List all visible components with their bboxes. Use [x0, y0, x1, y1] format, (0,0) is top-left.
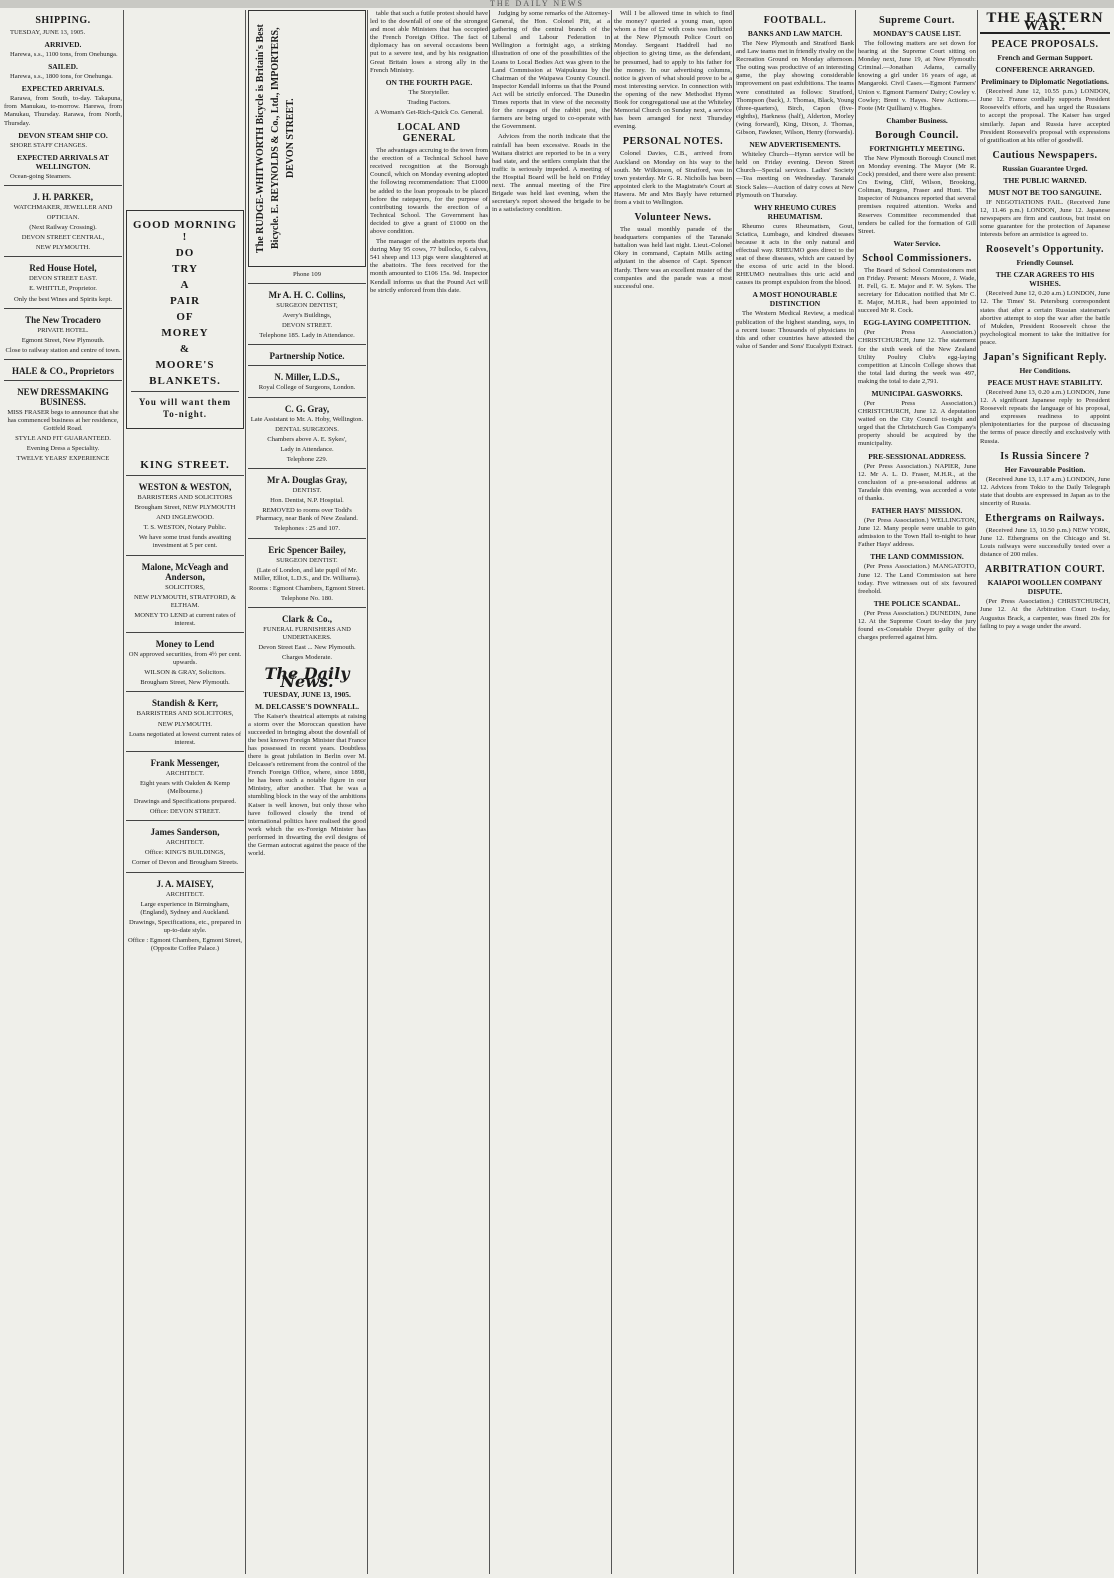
- volunteer-news-text: The usual monthly parade of the headquarters companies of the Taranaki battalion was held last night. Lieut.-Colonel Okey in command, Captain Mills acting adjutant in the absence of Capt. Spencer Hardy. There was an excellent muster of the companies and the parade was a most successful one.: [614, 226, 732, 290]
- want-them-text: You will want them To-night.: [138, 397, 232, 419]
- ad-line: Rooms : Egmont Chambers, Egmont Street.: [249, 584, 365, 592]
- war-section-subheading: Russian Guarantee Urged.: [1002, 163, 1088, 173]
- fourth-page-item: The Storyteller.: [408, 88, 450, 96]
- war-section-heading: Japan's Significant Reply.: [983, 351, 1107, 363]
- ad-title: Frank Messenger,: [150, 757, 220, 768]
- editorial-title: M. DELCASSE'S DOWNFALL.: [254, 701, 360, 711]
- war-section-heading: PEACE PROPOSALS.: [991, 39, 1099, 51]
- eastern-war-title: THE EASTERN WAR.: [980, 14, 1110, 34]
- commissioners-text: The Board of School Commissioners met on Friday. Present: Messrs Moore, J. Wade, H. Fell, G. E. Major and F. W. Sykes. The secretary for Education notified that Mr C. E. Major, M.H.R., had been appointed to succeed Mr R. Cock.: [858, 266, 976, 315]
- ad-title: J. A. MAISEY,: [156, 878, 214, 889]
- court-subheading: MONDAY'S CAUSE LIST.: [873, 29, 961, 38]
- shipping-sections: [4, 40, 122, 181]
- ad-line: Office: KING'S BUILDINGS,: [144, 849, 226, 857]
- ad-line: Evening Dress a Speciality.: [26, 445, 100, 453]
- local-general-more: The manager of the abattoirs reports that during May 95 cows, 77 bullocks, 6 calves, 541 sheep and 113 pigs were slaughtered at the abattoirs. The fees received for the month amounted to £106 15s. 9d. Inspector Kendall informs us that the Pound Act will be strictly enforced from this date.: [370, 238, 488, 294]
- ad-line: MONEY TO LEND at current rates of interest.: [134, 611, 236, 627]
- war-section-heading: ARBITRATION COURT.: [985, 564, 1105, 576]
- shipping-section-title: DEVON STEAM SHIP CO.: [18, 130, 108, 140]
- volunteer-news-heading: Volunteer News.: [634, 212, 712, 224]
- ad-line: NEW PLYMOUTH, STRATFORD, & ELTHAM.: [134, 593, 236, 609]
- ad-line: Drawings, Specifications, etc., prepared in up-to-date style.: [128, 918, 242, 934]
- ad-line: Brougham Street, NEW PLYMOUTH: [134, 504, 236, 512]
- ad-title: Standish & Kerr,: [152, 698, 218, 709]
- war-section-subheading: MUST NOT BE TOO SANGUINE.: [988, 187, 1102, 197]
- ad-line: REMOVED to rooms over Todd's Pharmacy, near Bank of New Zealand.: [256, 507, 358, 523]
- war-section-heading: Cautious Newspapers.: [992, 149, 1098, 161]
- fourth-page-item: Trading Factors.: [407, 98, 451, 106]
- war-section-text: (Received June 12, 10.55 p.m.) LONDON, June 12. France cordially supports President Roosevelt's efforts, and has urged the Russians to accept the proposal. The Kaiser has urged similarly. Japan and Russia have accepted President Roosevelt's proposal with expressions of gratification at his offer of goodwill.: [980, 88, 1110, 144]
- ad-title: Mr A. Douglas Gray,: [266, 475, 348, 486]
- column-supreme-court: [858, 10, 976, 1574]
- ad-line: Egmont Street, New Plymouth.: [21, 336, 105, 344]
- local-general-heading: LOCAL AND GENERAL: [397, 122, 461, 145]
- court-story-text: Will I be allowed time in which to find the money? queried a young man, upon whom a fine of £2 with costs was inflicted at the New Plymouth Police Court on Monday. Sergeant Haddrell had no objection to giving time, as the defendant, he presumed, had to apply to his father for the money. In our advertising columns, notice is given of what should prove to be a most interesting service. In connection with the opening of the new Methodist Hymn Book for congregational use at the Whiteley Memorial Church on Sunday next, a service has been arranged for next Thursday evening.: [614, 10, 732, 131]
- ad-line: MISS FRASER begs to announce that she has commenced business at her residence, Gottfeld Road.: [7, 408, 119, 433]
- editorial-text: The Kaiser's theatrical attempts at raising a storm over the Moroccan question have succeeded in bringing about the downfall of the best known Foreign Minister that France has possessed in recent years. Doubtless there is great jubilation in Berlin over M. Delcasse's retirement from the control of the French Foreign Office, where, since 1898, he has been such a notable figure in our Ministry, after another. That he was a stumbling block in the way of the ambitions Kaiser is well known, but only those who have followed closely the trend of international politics have realised the good work which the ex-Foreign Minister has performed in thwarting the evil designs of the German autocrat against the peace of the world.: [248, 712, 366, 858]
- war-section-text: (Received June 13, 10.50 p.m.) NEW YORK, June 12. Ethergrams on the Chicago and St. Louis railways were successfully tested over a distance of 200 miles.: [980, 527, 1110, 559]
- ad-title: NEW DRESSMAKING BUSINESS.: [17, 386, 109, 407]
- ad-line: Close to railway station and centre of town.: [5, 346, 121, 354]
- ad-line: Telephone No. 180.: [281, 594, 333, 602]
- war-section-subheading: Friendly Counsel.: [1016, 258, 1074, 268]
- rheumo-text: Rheumo cures Rheumatism, Gout, Sciatica, Lumbago, and kindred diseases because it acts in the only natural and effectual way. RHEUMO goes direct to the seat of these diseases, which are caused by the excess of uric acid in the blood. RHEUMO neutralises this uric acid and causes its prompt expulsion from the blood.: [736, 222, 854, 287]
- shipping-section-text: Rarawa, from South, to-day. Takapuna, from Manukau, to-morrow. Harewa, from Manukau, Thursday. Rarawa, from North, Thursday.: [4, 95, 122, 127]
- war-section-subheading: THE CZAR AGREES TO HIS WISHES.: [995, 270, 1095, 289]
- ad-title: WESTON & WESTON,: [138, 482, 232, 492]
- shipping-section-text: Harewa, s.s., 1800 tons, for Onehunga.: [10, 73, 113, 81]
- eastern-war-sections: [980, 39, 1110, 631]
- column-eastern-war: [980, 10, 1110, 1574]
- war-section-heading: Is Russia Sincere ?: [1000, 450, 1090, 462]
- egg-heading: EGG-LAYING COMPETITION.: [863, 318, 971, 328]
- ad-line: WILSON & GRAY, Solicitors.: [144, 669, 226, 677]
- distinction-heading: A MOST HONOURABLE DISTINCTION: [752, 290, 838, 309]
- war-section-subheading: THE PUBLIC WARNED.: [1003, 175, 1087, 185]
- ad-line: FUNERAL FURNISHERS AND UNDERTAKERS.: [263, 625, 351, 642]
- land-commission-text: (Per Press Association.) MANGATOTO, June 12. The Land Commission sat here today. Five witnesses out of six favoured freehold.: [858, 563, 976, 595]
- column-local-general: [370, 10, 488, 1574]
- shipping-section-title: SAILED.: [48, 62, 78, 72]
- war-section-text: (Per Press Association.) CHRISTCHURCH, June 12. At the Arbitration Court to-day, Augustus Brack, a carpenter, was fined 20s for failing to pay a wage under the award.: [980, 598, 1110, 630]
- column1-ads: [4, 185, 122, 464]
- shipping-section-title: ARRIVED.: [44, 40, 82, 50]
- war-section-text: (Received June 12, 0.20 a.m.) LONDON, June 12. The Times' St. Petersburg correspondent states that after a certain Russian statesman's abortive attempt to stop the war after the battle of Mukden, President Roosevelt chose the psychological moment to take the initiative for peace.: [980, 290, 1110, 346]
- war-section-text: IF NEGOTIATIONS FAIL. (Received June 12, 11.46 p.m.) LONDON, June 12. Japanese newspapers are firm and cautious, but insist on some guarantee for the protection of Japanese interests before an armistice is agreed to.: [980, 198, 1110, 239]
- ad-title: Partnership Notice.: [269, 351, 345, 362]
- shipping-section-text: Harewa, s.s., 1100 tons, from Onehunga.: [10, 51, 118, 59]
- ad-separator: [248, 283, 366, 284]
- ad-line: NEW PLYMOUTH.: [157, 720, 213, 728]
- ad-title: C. G. Gray,: [284, 403, 330, 414]
- ad-line: ON approved securities, from 4½ per cent. upwards.: [128, 651, 242, 667]
- ad-separator: [126, 632, 244, 633]
- ad-line: Eight years with Oakden & Kemp (Melbourne.): [140, 779, 230, 795]
- ad-line: ARCHITECT.: [165, 769, 205, 777]
- chamber-heading: Chamber Business.: [886, 115, 948, 125]
- shipping-heading: SHIPPING.: [35, 15, 91, 26]
- rudge-whitworth-ad: [248, 10, 366, 267]
- ad-line: Telephone 185. Lady in Attendance.: [259, 332, 355, 340]
- ad-line: SOLICITORS,: [165, 583, 205, 591]
- blankets-ad-line: BLANKETS.: [149, 375, 221, 387]
- borough-heading: Borough Council.: [875, 129, 959, 141]
- column3-ads: [248, 271, 366, 662]
- ad-line: Large experience in Birmingham, (England), Sydney and Auckland.: [140, 900, 230, 916]
- ad-line: PRIVATE HOTEL.: [37, 326, 89, 334]
- column-shipping: [4, 10, 122, 1574]
- ad-separator: [248, 468, 366, 469]
- ad-separator: [126, 820, 244, 821]
- ad-separator: [4, 256, 122, 257]
- ad-title: Eric Spencer Bailey,: [268, 544, 346, 555]
- ad-title: Malone, McVeagh and Anderson,: [141, 561, 229, 582]
- borough-text: The New Plymouth Borough Council met on Monday evening. The Mayor (Mr R. Cock) presided, and there were also present: Crs Ewing, Cliff, Wilson, Brooking, Coltman, Burgess, Fraser and Hunt. The Inspector of Nuisances reported that several premises required attention. Works and Reserves Committee recommended that tenders be called for the formation of Gill Street.: [858, 154, 976, 235]
- ad-separator: [4, 359, 122, 360]
- blankets-ad-line: &: [179, 343, 191, 355]
- ad-line: WATCHMAKER, JEWELLER AND: [13, 203, 113, 211]
- shipping-date: TUESDAY, JUNE 13, 1905.: [10, 29, 86, 36]
- editorial-continued: table that such a futile protest should have led to the downfall of one of the strongest and most able Ministers that has occupied the French Foreign Office. The fact of diplomacy has on several occasions been put to a severe test, and by his resignation Great Britain loses a strong ally in the French Ministry.: [370, 10, 488, 74]
- war-section-subheading: French and German Support.: [997, 53, 1093, 63]
- column-rule: [977, 10, 978, 1574]
- police-scandal-text: (Per Press Association.) DUNEDIN, June 12. At the Supreme Court to-day the jury found ex-Constable Dwyer guilty of the charges preferred against him.: [858, 609, 976, 642]
- ad-separator: [126, 691, 244, 692]
- column2-ads: [126, 475, 244, 953]
- ad-title: N. Miller, L.D.S.,: [274, 372, 340, 383]
- ad-title: Mr A. H. C. Collins,: [268, 290, 346, 301]
- column-general-news: [492, 10, 610, 1574]
- blankets-ad-line: OF: [176, 311, 194, 323]
- water-heading: Water Service.: [893, 238, 941, 248]
- column-personal-volunteer: [614, 10, 732, 1574]
- ad-line: DEVON STREET CENTRAL,: [21, 234, 105, 242]
- new-advertisements-heading: NEW ADVERTISEMENTS.: [749, 140, 841, 150]
- ad-line: T. S. WESTON, Notary Public.: [143, 524, 227, 532]
- ad-line: STYLE AND FIT GUARANTEED.: [15, 435, 111, 443]
- shipping-section-title: EXPECTED ARRIVALS.: [21, 84, 105, 94]
- ad-line: BARRISTERS AND SOLICITORS,: [136, 710, 234, 718]
- pre-sessional-text: (Per Press Association.) NAPIER, June 12. Mr A. L. D. Fraser, M.H.R., at the conclusion of a pre-sessional address at Taradale this evening, was accorded a vote of thanks.: [858, 462, 976, 502]
- ad-separator: [248, 607, 366, 608]
- ad-line: OPTICIAN.: [46, 213, 80, 221]
- war-section-subheading: Her Conditions.: [1019, 365, 1071, 375]
- father-hays-text: (Per Press Association.) WELLINGTON, June 12. Many people were unable to gain admission to the Town Hall to-night to hear Father Hays' address.: [858, 517, 976, 549]
- ad-line: NEW PLYMOUTH.: [35, 244, 91, 252]
- ad-line: Chambers above A. E. Sykes',: [267, 435, 347, 443]
- ad-line: DENTIST.: [292, 487, 322, 495]
- column-rule: [489, 10, 490, 1574]
- column-rule: [733, 10, 734, 1574]
- ad-separator: [126, 555, 244, 556]
- rheumo-heading: WHY RHEUMO CURES RHEUMATISM.: [753, 202, 837, 221]
- ad-line: Lady in Attendance.: [280, 445, 334, 453]
- paper-date: TUESDAY, JUNE 13, 1905.: [263, 689, 351, 699]
- column-rule: [855, 10, 856, 1574]
- ad-title: Clark & Co.,: [282, 613, 332, 624]
- masthead-strip: [0, 0, 1114, 8]
- ad-line: Avery's Buildings,: [282, 312, 332, 320]
- ad-separator: [4, 380, 122, 381]
- blankets-ad-line: PAIR: [169, 295, 201, 307]
- gasworks-text: (Per Press Association.) CHRISTCHURCH, June 12. A deputation waited on the City Council to-night and urged that the Christchurch Gas Company's property should be acquired by the municipality.: [858, 400, 976, 448]
- personal-notes-text: Colonel Davies, C.B., arrived from Auckland on Monday on his way to the south. Mr Wilkinson, of Stratford, was in town yesterday. Mr G. R. Nicholls has been appointed clerk to the Magistrate's Court at Hawera. Mr and Mrs Bayly have returned from a visit to Wellington.: [614, 150, 732, 206]
- ad-line: DENTAL SURGEONS.: [275, 425, 339, 433]
- football-heading: FOOTBALL.: [763, 15, 827, 26]
- ad-line: SURGEON DENTIST.: [276, 556, 338, 564]
- ad-line: DEVON STREET.: [281, 322, 333, 330]
- pre-sessional-heading: PRE-SESSIONAL ADDRESS.: [868, 451, 966, 461]
- ad-line: Royal College of Surgeons, London.: [258, 384, 356, 392]
- ad-line: (Late of London, and late pupil of Mr. Miller, Elliot, L.D.S., and Dr. Williams).: [253, 566, 361, 582]
- football-text: The New Plymouth and Stratford Bank and Law teams met in friendly rivalry on the Recreation Ground on Monday afternoon. The outing was productive of an interesting game, the play showing considerable improvement on past exhibitions. The teams were constituted as follows: Stratford, Thompson (back), J. Thomas, Black, Young (three-quarters), Birch, Capon (five-eighths), Harkness (half), Alderton, Morley (wing forward), King, Dixon, J. Thomas, Gibson, Fawkner, Wilson, Henry (forwards).: [736, 40, 854, 137]
- war-section-subheading: KAIAPOI WOOLLEN COMPANY DISPUTE.: [987, 578, 1103, 597]
- fourth-page-items: [370, 89, 488, 117]
- fourth-page-heading: ON THE FOURTH PAGE.: [385, 77, 473, 87]
- ad-title: James Sanderson,: [150, 827, 220, 838]
- shipping-section-text: Ocean-going Steamers.: [10, 172, 72, 180]
- ad-line: E. WHITTLE, Proprietor.: [29, 285, 97, 293]
- local-general-text: The advantages accruing to the town from the erection of a Technical School have received recognition at the Borough Council, which on Monday evening adopted the following recommendation: That £1000 be added to the loan proposals to be placed before the ratepayers, for the purpose of contributing towards the erection of a Technical School. The Government has decided to give a grant of £1000 on the above condition.: [370, 147, 488, 235]
- column-ads-2: [126, 10, 244, 1574]
- borough-subheading: FORTNIGHTLY MEETING.: [869, 143, 965, 153]
- war-section-text: (Received June 13, 1.17 a.m.) LONDON, June 12. Advices from Tokio to the Daily Telegraph state that doubts are expressed in Japan as to the sincerity of Russia.: [980, 475, 1110, 507]
- war-section-subheading: PEACE MUST HAVE STABILITY.: [987, 377, 1103, 387]
- war-section-subheading: CONFERENCE ARRANGED.: [995, 65, 1095, 75]
- personal-notes-heading: PERSONAL NOTES.: [622, 136, 724, 148]
- ad-line: Loans negotiated at lowest current rates of interest.: [128, 730, 242, 746]
- shipping-section-text: SHORE STAFF CHANGES.: [10, 141, 87, 149]
- masthead-text: THE DAILY NEWS: [490, 0, 584, 8]
- ad-separator: [248, 344, 366, 345]
- ad-line: Office : Egmont Chambers, Egmont Street, (Opposite Coffee Palace.): [128, 937, 242, 953]
- column-rule: [245, 10, 246, 1574]
- shipping-section-title: EXPECTED ARRIVALS AT WELLINGTON.: [17, 152, 109, 171]
- general-news-text-2: Advices from the north indicate that the rainfall has been excessive. Roads in the Waitara district are reported to be in a very bad state, and the settlers complain that the traffic is seriously impeded. A meeting of the Hospital Board will be held on Friday next. The annual meeting of the Fire Brigade was held last evening, when the secretary's report showed the brigade to be in a satisfactory condition.: [492, 133, 610, 214]
- commissioners-heading: School Commissioners.: [862, 252, 972, 264]
- ad-separator: [126, 475, 244, 476]
- blankets-ad-line: TRY: [172, 263, 198, 275]
- ad-title: J. H. PARKER,: [32, 191, 94, 202]
- war-section-heading: Roosevelt's Opportunity.: [985, 244, 1105, 256]
- ad-line: Devon Street East ... New Plymouth.: [258, 644, 356, 652]
- ad-line: (Next Railway Crossing).: [29, 224, 97, 232]
- column-rule: [367, 10, 368, 1574]
- court-heading: Supreme Court.: [879, 15, 955, 26]
- ad-line: DEVON STREET EAST.: [28, 275, 98, 283]
- ad-line: Corner of Devon and Brougham Streets.: [131, 859, 239, 867]
- war-section-text: (Received June 13, 0.20 a.m.) LONDON, June 12. A significant Japanese reply to President Roosevelt repeats the language of his proposal, and expresses readiness to appoint plenipotentiaries for the purpose of discussing the terms of peace directly and exclusively with Russia.: [980, 388, 1110, 445]
- ad-separator: [248, 365, 366, 366]
- ad-line: Telephones : 25 and 107.: [273, 525, 340, 533]
- good-morning-lines: [131, 219, 239, 387]
- blankets-ad-line: MOREY: [161, 327, 209, 339]
- ad-title: Money to Lend: [155, 639, 215, 650]
- war-section-subheading: Her Favourable Position.: [1004, 464, 1086, 474]
- ad-line: Brougham Street, New Plymouth.: [140, 679, 230, 687]
- blankets-ad-line: DO: [175, 247, 195, 259]
- new-advertisements-text: Whiteley Church—Hymn service will be held on Friday evening. Devon Street Church—Special services. Ladies' Society—Tea meeting on Wednesday. Taranaki Stock Sales—Auction of dairy cows at New Plymouth on Thursday.: [736, 151, 854, 199]
- king-street-heading: KING STREET.: [140, 459, 230, 471]
- football-subheading: BANKS AND LAW MATCH.: [747, 29, 843, 38]
- ad-line: Office: DEVON STREET.: [149, 808, 221, 816]
- ad-line: TWELVE YEARS' EXPERIENCE: [16, 455, 110, 463]
- ad-separator: [4, 185, 122, 186]
- gasworks-heading: MUNICIPAL GASWORKS.: [871, 389, 963, 398]
- column-rule: [123, 10, 124, 1574]
- blankets-ad-line: MOORE'S: [155, 359, 215, 371]
- fourth-page-item: A Woman's Get-Rich-Quick Co. General.: [374, 108, 484, 116]
- phone-note: Phone 109: [292, 271, 322, 278]
- ad-title: HALE & CO., Proprietors: [11, 365, 115, 376]
- police-scandal-heading: THE POLICE SCANDAL.: [873, 598, 961, 608]
- ad-line: Charges Moderate.: [281, 654, 333, 662]
- ad-separator: [248, 397, 366, 398]
- land-commission-heading: THE LAND COMMISSION.: [870, 552, 964, 562]
- column-dental-editorial: [248, 10, 366, 1574]
- column-football: [736, 10, 854, 1574]
- ad-separator: [4, 308, 122, 309]
- ad-title: Red House Hotel,: [29, 263, 97, 274]
- distinction-text: The Western Medical Review, a medical publication of the highest standing, says, in a recent issue: Thousands of physicians in this and other countries have attested the value of Sander and Sons' Eucalypti Extract.: [736, 310, 854, 350]
- ad-line: SURGEON DENTIST,: [276, 302, 338, 310]
- ad-line: Hon. Dentist, N.P. Hospital.: [270, 497, 344, 505]
- ad-line: Late Assistant to Mr. A. Hoby, Wellington.: [250, 415, 364, 423]
- war-section-heading: Ethergrams on Railways.: [985, 513, 1105, 524]
- ad-separator: [126, 872, 244, 873]
- ad-line: Telephone 229.: [286, 455, 328, 463]
- ad-line: Only the best Wines and Spirits kept.: [14, 295, 112, 303]
- ad-line: AND INGLEWOOD.: [156, 514, 214, 522]
- blankets-ad: [126, 210, 244, 429]
- rudge-whitworth-text: The RUDGE-WHITWORTH Bicycle is Britain's Best Bicycle. E. REYNOLDS & Co., Ltd., IMPORTERS, DEVON STREET.: [255, 24, 296, 253]
- ad-title: The New Trocadero: [25, 314, 101, 325]
- ad-line: Drawings and Specifications prepared.: [133, 798, 237, 806]
- ad-separator: [248, 538, 366, 539]
- ad-line: We have some trust funds awaiting investment at 5 per cent.: [138, 534, 232, 550]
- ad-line: ARCHITECT.: [165, 839, 205, 847]
- blankets-ad-line: A: [180, 279, 190, 291]
- court-text: The following matters are set down for hearing at the Supreme Court sitting on Monday next, June 19, at New Plymouth: Criminal.—Jonathan Adams, carnally knowing a girl under 16 years of age, at Mangaroki. Civil Cases.—Egmont Farmers' Union v. Egmont Farmers' Dairy; Cowley v. Cowley; Brent v. Hayes. New Actions.—Foote (Mr Quilliam) v. Hughes.: [858, 40, 976, 112]
- ad-line: BARRISTERS AND SOLICITORS: [137, 494, 233, 501]
- ad-line: ARCHITECT.: [165, 890, 205, 898]
- general-news-text: Judging by some remarks of the Attorney-General, the Hon. Colonel Pitt, at a gathering of the central branch of the Liberal and Labour Federation in Wellington a fortnight ago, a striking illustration of one of the possibilities of the Loans to Local Bodies Act was given to the Land Commission at Waipukurau by the Chairman of the Waipawa County Council. Inspector Kendall informs us that the Pound Act will be strictly enforced. The Dunedin Times reports that in view of the necessity for the ravages of the rabbit pest, the farmers are being urged to co-operate with the Government.: [492, 10, 610, 131]
- blankets-ad-line: GOOD MORNING !: [133, 219, 237, 243]
- ad-separator: [126, 751, 244, 752]
- war-section-subheading: Preliminary to Diplomatic Negotiations.: [981, 77, 1109, 87]
- father-hays-heading: FATHER HAYS' MISSION.: [871, 506, 963, 516]
- column-rule: [611, 10, 612, 1574]
- egg-text: (Per Press Association.) CHRISTCHURCH, June 12. The statement for the sixth week of the New Zealand Utility Poultry Club's egg-laying competition at Lincoln College shows that the total laid during the week was 497, making the total to date 2,791.: [858, 329, 976, 385]
- paper-nameplate: The Daily News.: [264, 664, 350, 692]
